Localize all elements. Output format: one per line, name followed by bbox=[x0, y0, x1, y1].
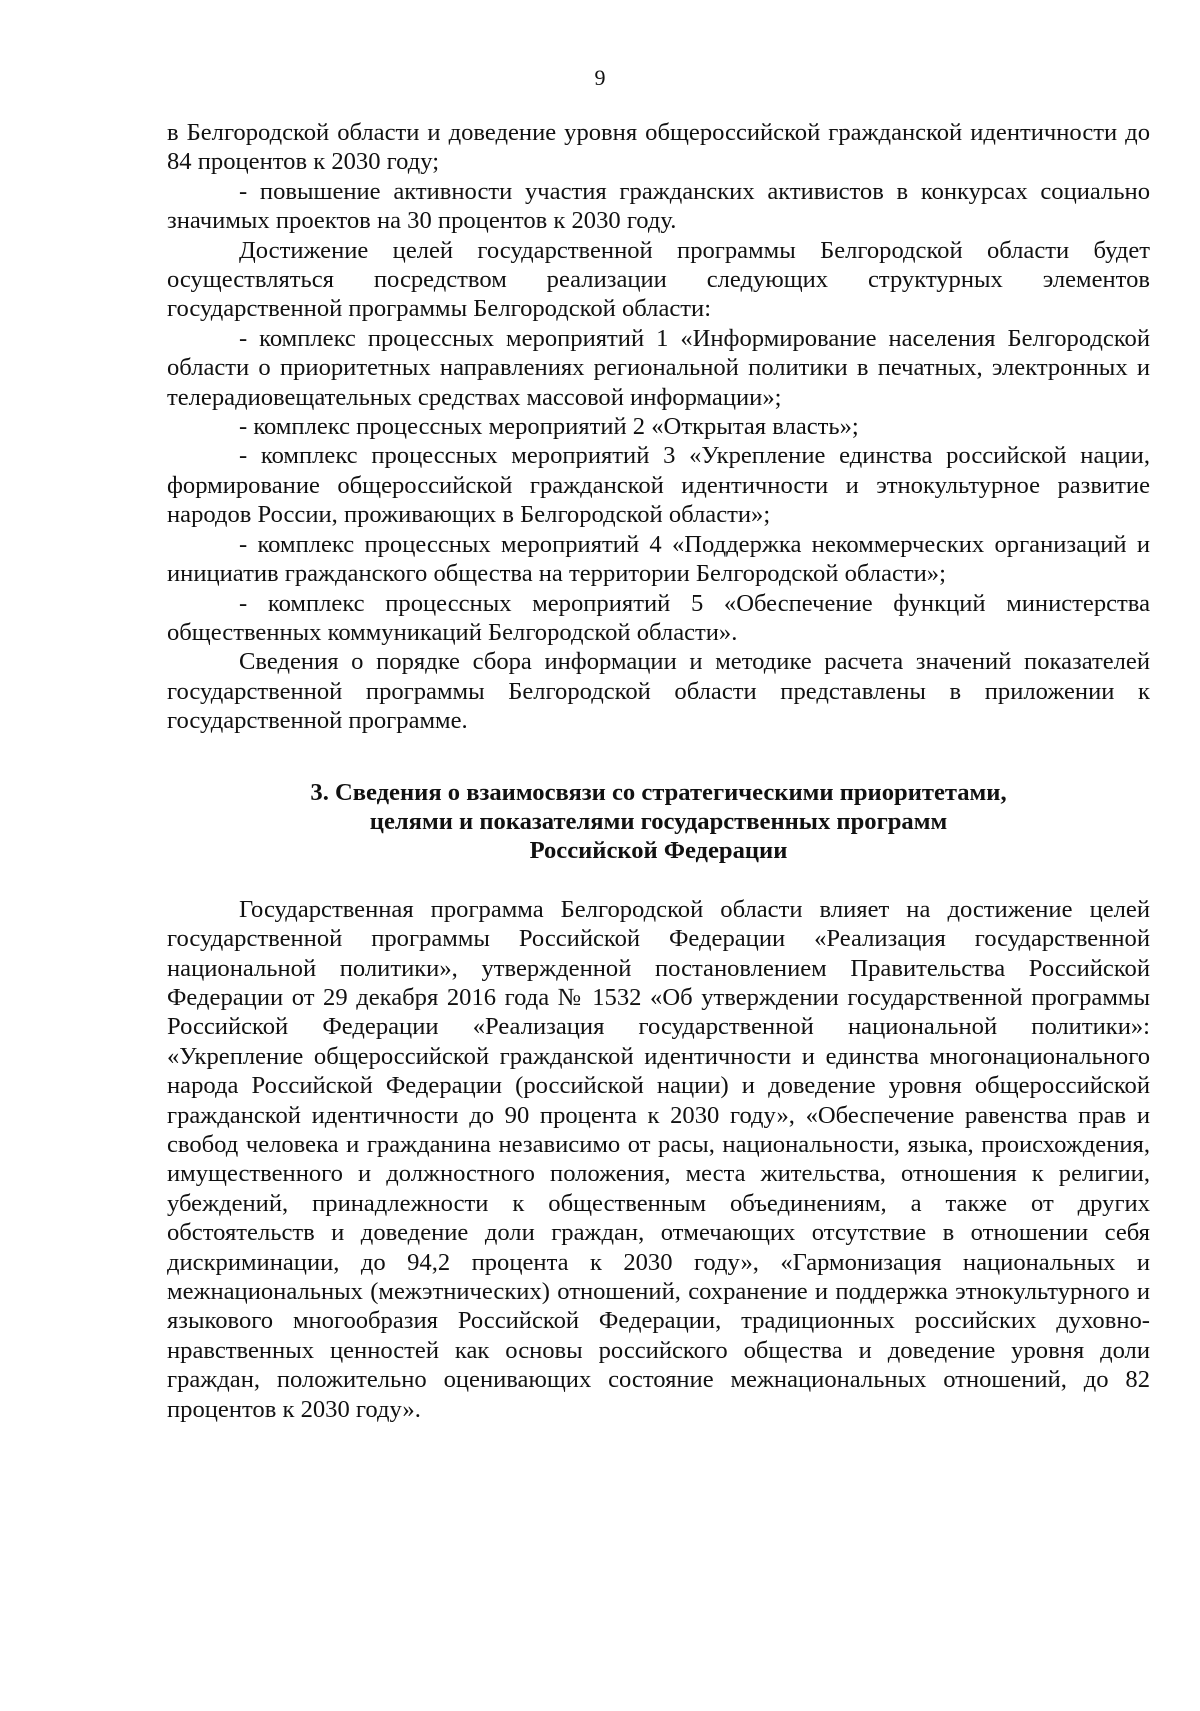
section-heading-line-3: Российской Федерации bbox=[529, 837, 788, 865]
paragraph-methodology: Сведения о порядке сбора информации и методике расчета значений показателей государственной программы Белгородской области представлены в приложении к государственной программе. bbox=[167, 648, 1150, 735]
list-item-complex-5: - комплекс процессных мероприятий 5 «Обеспечение функций министерства общественных коммуникаций Белгородской области». bbox=[167, 589, 1150, 646]
paragraph-continuation: в Белгородской области и доведение уровня общероссийской гражданской идентичности до 84 процентов к 2030 году; bbox=[167, 119, 1150, 176]
list-item-complex-1: - комплекс процессных мероприятий 1 «Информирование населения Белгородской области о приоритетных направлениях региональной политики в печатных, электронных и телерадиовещательных средствах массовой информации»; bbox=[167, 324, 1150, 411]
list-item-complex-2: - комплекс процессных мероприятий 2 «Открытая власть»; bbox=[239, 413, 859, 441]
list-item-complex-4: - комплекс процессных мероприятий 4 «Поддержка некоммерческих организаций и инициатив гражданского общества на территории Белгородской области»; bbox=[167, 530, 1150, 588]
section-heading-line-2: целями и показателями государственных программ bbox=[369, 807, 948, 835]
document-body bbox=[167, 118, 1150, 1424]
section-heading bbox=[167, 778, 1150, 866]
bottom-paragraphs bbox=[167, 895, 1150, 1424]
paragraph-program-relation: Государственная программа Белгородской области влияет на достижение целей государственной программы Российской Федерации «Реализация государственной национальной политики», утвержденной постановлением Правительства Российской Федерации от 29 декабря 2016 года № 1532 «Об утверждении государственной программы Российской Федерации «Реализация государственной национальной политики»: «Укрепление общероссийской гражданской идентичности и единства многонационального народа Российской Федерации (российской нации) и доведение уровня общероссийской гражданской идентичности до 90 процента к 2030 году», «Обеспечение равенства прав и свобод человека и гражданина независимо от расы, национальности, языка, происхождения, имущественного и должностного положения, места жительства, отношения к религии, убеждений, принадлежности к общественным объединениям, а также от других обстоятельств и доведение доли граждан, отмечающих отсутствие в отношении себя дискриминации, до 94,2 процента к 2030 году», «Гармонизация национальных и межнациональных (межэтнических) отношений, сохранение и поддержка этнокультурного и языкового многообразия Российской Федерации, традиционных российских духовно-нравственных ценностей как основы российского общества и доведение уровня доли граждан, положительно оценивающих состояние межнациональных отношений, до 82 процентов к 2030 году». bbox=[167, 895, 1150, 1423]
section-heading-line-1: 3. Сведения о взаимосвязи со стратегическими приоритетами, bbox=[310, 778, 1007, 806]
top-paragraphs bbox=[167, 118, 1150, 736]
page-number: 9 bbox=[594, 65, 606, 90]
paragraph-goals: Достижение целей государственной программы Белгородской области будет осуществляться посредством реализации следующих структурных элементов государственной программы Белгородской области: bbox=[167, 236, 1150, 323]
list-item-activity: - повышение активности участия гражданских активистов в конкурсах социально значимых проектов на 30 процентов к 2030 году. bbox=[167, 177, 1150, 235]
list-item-complex-3: - комплекс процессных мероприятий 3 «Укрепление единства российской нации, формирование общероссийской гражданской идентичности и этнокультурное развитие народов России, проживающих в Белгородской области»; bbox=[167, 442, 1150, 529]
